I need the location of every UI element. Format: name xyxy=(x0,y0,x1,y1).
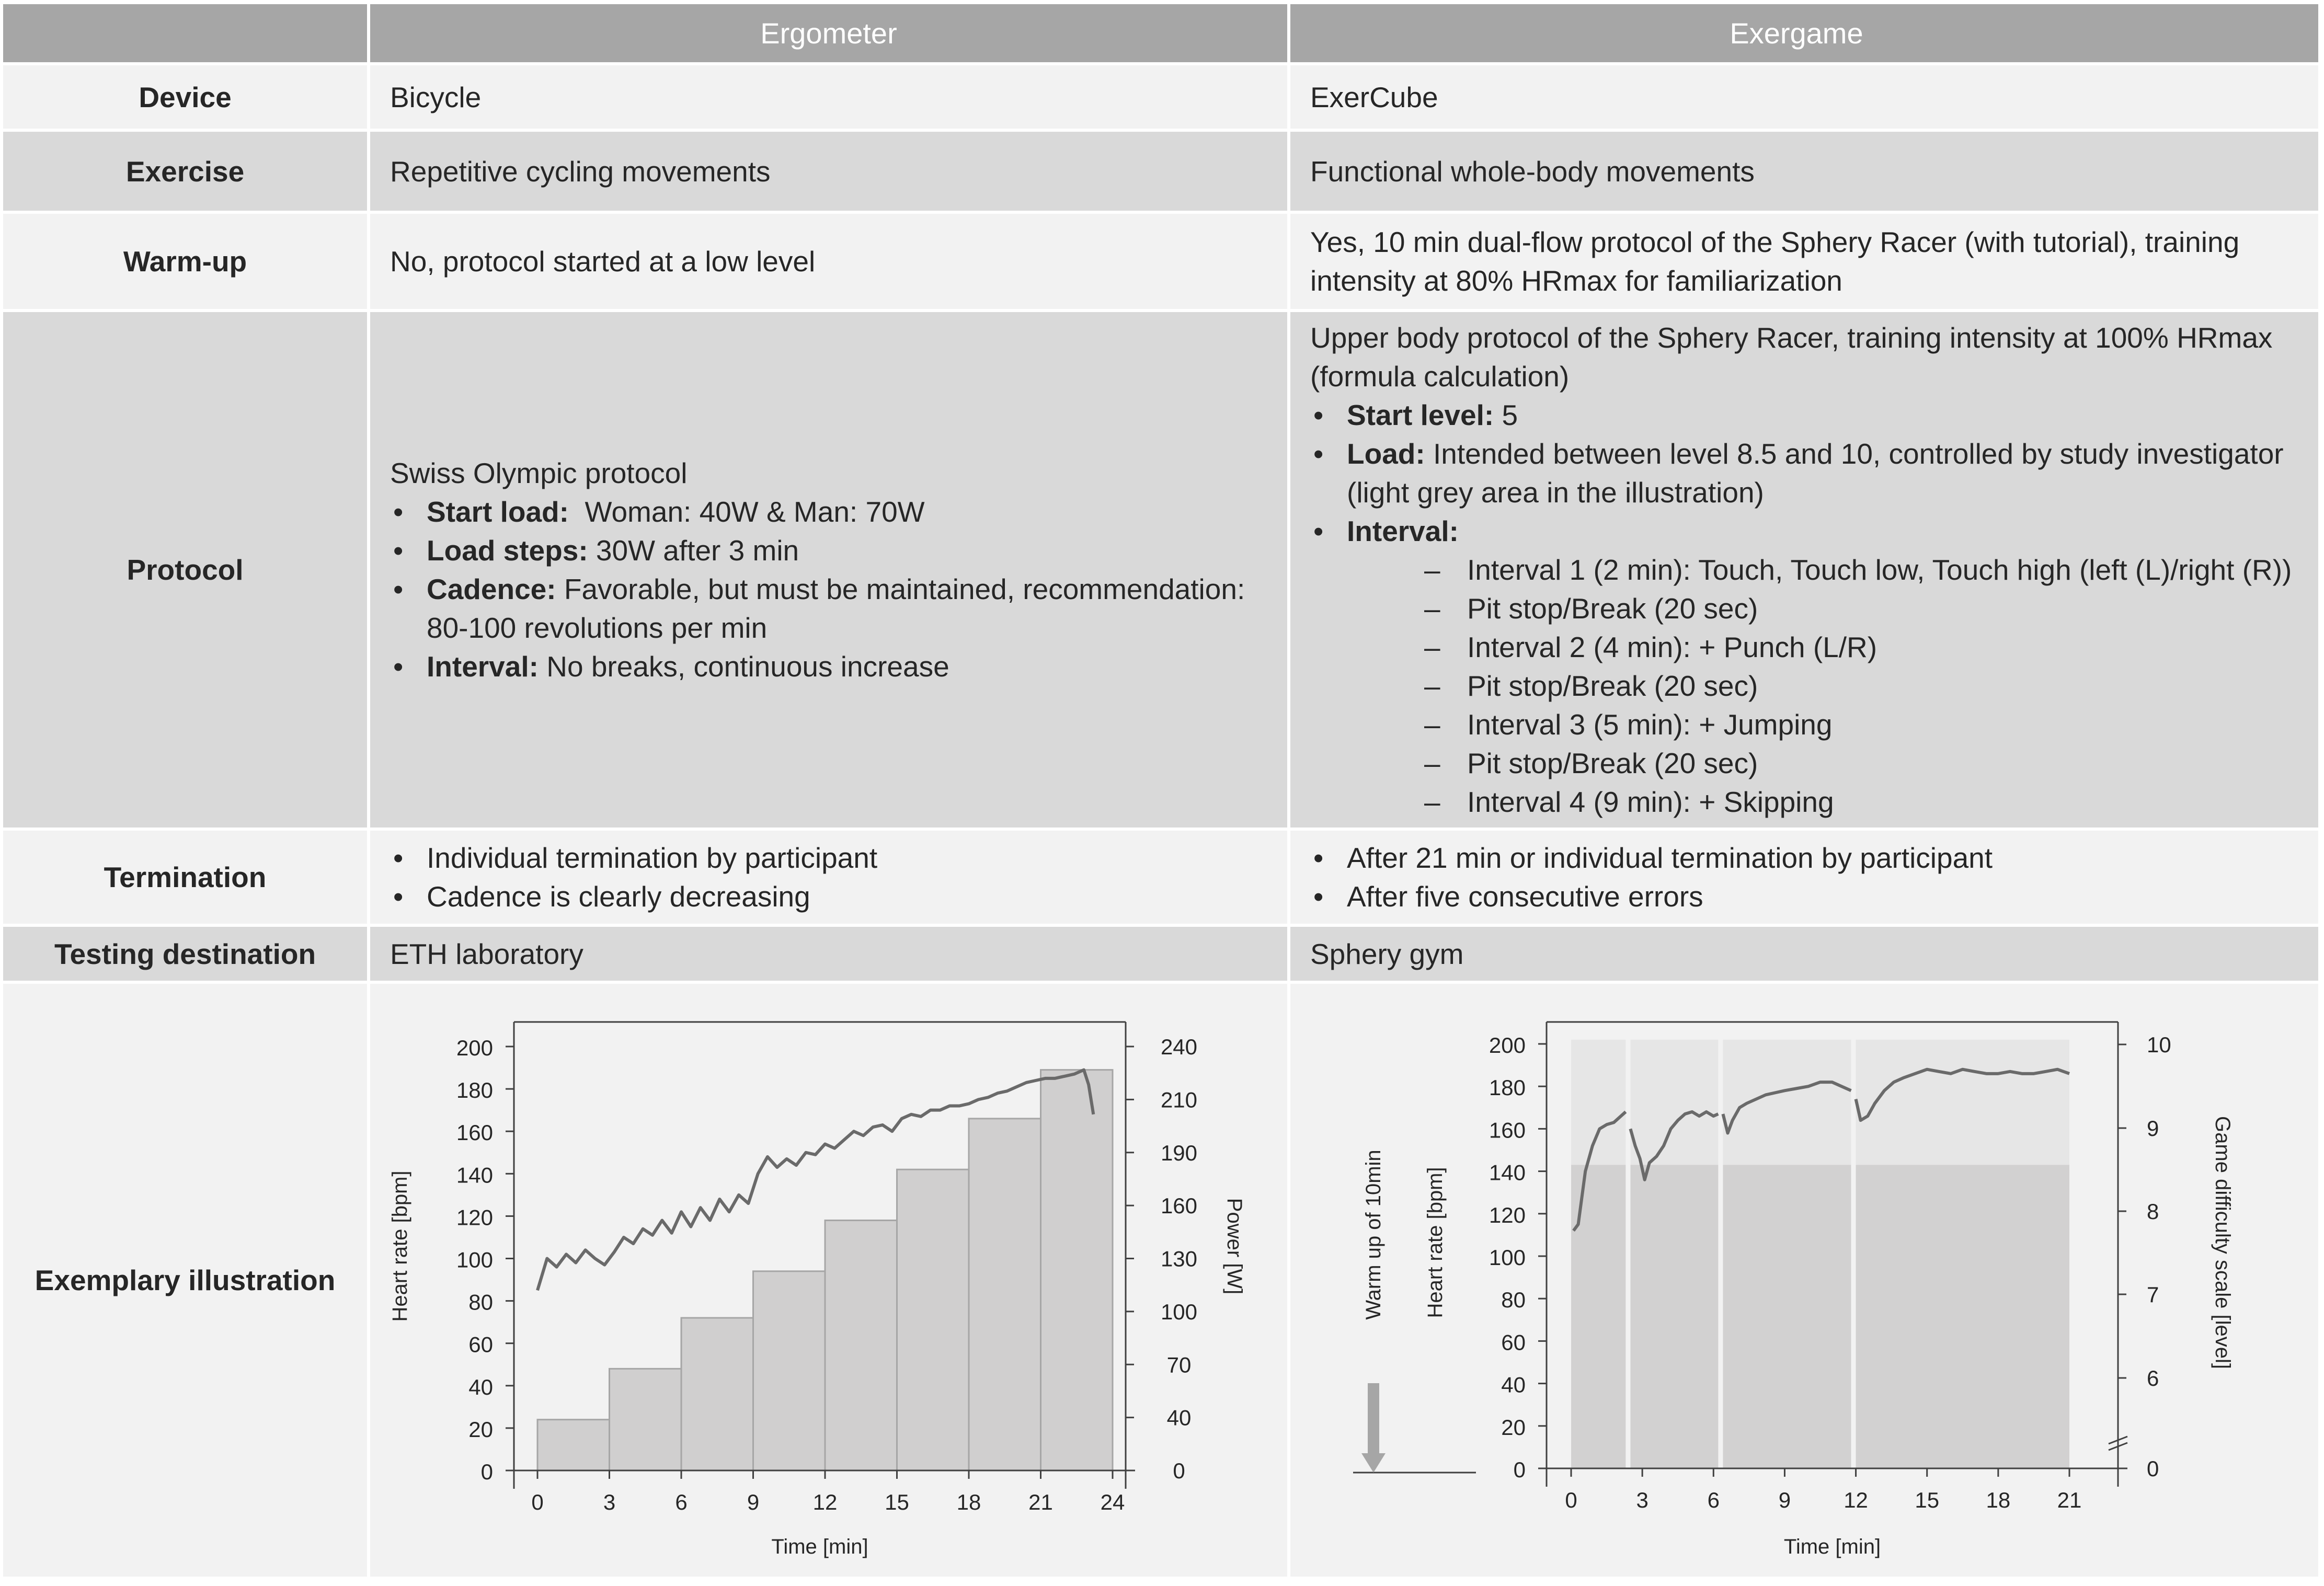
x-tick-label: 12 xyxy=(1844,1488,1868,1512)
illustration-label: Exemplary illustration xyxy=(3,984,370,1577)
y-tick-label: 140 xyxy=(1489,1160,1526,1185)
illustration-exergame xyxy=(1290,984,2318,1577)
y-tick-label: 20 xyxy=(1501,1415,1526,1440)
protocol-label: Protocol xyxy=(3,312,370,828)
x-tick-label: 15 xyxy=(885,1490,909,1514)
protocol-exergame-list xyxy=(1310,396,2303,550)
testing-exergame: Sphery gym xyxy=(1290,927,2318,981)
target-band xyxy=(1571,1040,1625,1165)
y2-tick-label: 190 xyxy=(1160,1140,1198,1165)
warmup-exergame-text: Yes, 10 min dual-flow protocol of the Sphery Racer (with tutorial), training intensity at 80% HRmax for familiarization xyxy=(1310,226,2240,297)
x-tick-label: 21 xyxy=(1028,1490,1053,1514)
y2-tick-label: 240 xyxy=(1160,1035,1198,1059)
power-bar xyxy=(753,1271,826,1470)
y2-axis-label: Power [W] xyxy=(1223,1198,1246,1295)
sub-item: – Interval 2 (4 min): + Punch (L/R) xyxy=(1310,628,2303,666)
y-tick-label: 0 xyxy=(480,1459,493,1484)
list-item: • Individual termination by participant xyxy=(390,838,1287,877)
termination-label: Termination xyxy=(3,831,370,924)
y-tick-label: 100 xyxy=(456,1247,493,1272)
y2-tick-label: 7 xyxy=(2147,1282,2159,1307)
y2-tick-label: 40 xyxy=(1166,1405,1192,1430)
x-tick-label: 9 xyxy=(1778,1488,1791,1512)
warmup-arrow-head xyxy=(1361,1453,1386,1473)
warmup-row xyxy=(3,214,2318,312)
warmup-label: Warm-up xyxy=(3,214,370,309)
item-key: Interval: xyxy=(1347,515,1459,547)
list-item xyxy=(1310,434,2303,512)
y-axis-label: Heart rate [bpm] xyxy=(1424,1167,1447,1318)
item-key: Start level: xyxy=(1347,399,1494,431)
protocol-ergometer-intro: Swiss Olympic protocol xyxy=(390,457,688,489)
y-tick-label: 180 xyxy=(456,1078,493,1103)
y-tick-label: 0 xyxy=(1513,1457,1526,1482)
y-tick-label: 40 xyxy=(468,1374,493,1399)
header-exergame: Exergame xyxy=(1290,4,2318,62)
y-tick-label: 60 xyxy=(1501,1330,1526,1355)
y2-tick-label: 6 xyxy=(2147,1366,2159,1390)
target-band xyxy=(1856,1040,2069,1165)
y-tick-label: 100 xyxy=(1489,1245,1526,1270)
illustration-ergometer xyxy=(370,984,1290,1577)
sub-item: – Interval 1 (2 min): Touch, Touch low, Touch high (left (L)/right (R)) xyxy=(1310,550,2303,589)
x-tick-label: 15 xyxy=(1915,1488,1940,1512)
exergame-chart xyxy=(1290,984,2318,1577)
y-tick-label: 80 xyxy=(1501,1288,1526,1313)
header-row xyxy=(3,4,2318,65)
y2-tick-label: 0 xyxy=(1173,1458,1185,1483)
x-tick-label: 0 xyxy=(531,1490,544,1514)
x-tick-label: 3 xyxy=(1636,1488,1648,1512)
x-tick-label: 18 xyxy=(956,1490,981,1514)
item-text: 5 xyxy=(1494,399,1518,431)
protocol-ergometer xyxy=(370,312,1290,828)
list-item xyxy=(390,492,1287,531)
x-axis-label: Time [min] xyxy=(1783,1535,1881,1558)
y-tick-label: 200 xyxy=(456,1036,493,1060)
exercise-ergometer: Repetitive cycling movements xyxy=(370,132,1290,211)
y2-tick-label: 100 xyxy=(1160,1299,1198,1324)
list-item: • After 21 min or individual termination by participant xyxy=(1310,838,2303,877)
warmup-exergame xyxy=(1290,214,2318,309)
testing-label: Testing destination xyxy=(3,927,370,981)
device-label: Device xyxy=(3,65,370,129)
sub-item: – Pit stop/Break (20 sec) xyxy=(1310,589,2303,628)
y-tick-label: 120 xyxy=(456,1205,493,1230)
protocol-exergame-intro: Upper body protocol of the Sphery Racer, training intensity at 100% HRmax (formula calculation) xyxy=(1310,321,2273,393)
device-ergometer: Bicycle xyxy=(370,65,1290,129)
y-tick-label: 180 xyxy=(1489,1075,1526,1100)
y-tick-label: 120 xyxy=(1489,1202,1526,1227)
item-key: Load steps: xyxy=(427,534,588,567)
protocol-row xyxy=(3,312,2318,831)
item-text: Favorable, but must be maintained, recommendation: 80-100 revolutions per min xyxy=(427,573,1253,644)
illustration-row xyxy=(3,984,2318,1577)
item-text: 30W after 3 min xyxy=(588,534,799,567)
y2-tick-label: 70 xyxy=(1166,1352,1192,1377)
device-exergame: ExerCube xyxy=(1290,65,2318,129)
item-text: No breaks, continuous increase xyxy=(538,650,949,683)
item-key: Interval: xyxy=(427,650,539,683)
x-tick-label: 12 xyxy=(812,1490,838,1514)
item-key: Cadence: xyxy=(427,573,556,605)
testing-ergometer: ETH laboratory xyxy=(370,927,1290,981)
protocol-exergame-sublist xyxy=(1310,550,2303,821)
y-tick-label: 160 xyxy=(1489,1118,1526,1143)
termination-exergame xyxy=(1290,831,2318,924)
exercise-row xyxy=(3,132,2318,214)
power-bar xyxy=(610,1369,682,1470)
power-bar xyxy=(681,1318,753,1470)
x-tick-label: 9 xyxy=(747,1490,760,1514)
sub-item: – Interval 3 (5 min): + Jumping xyxy=(1310,705,2303,744)
testing-row xyxy=(3,927,2318,984)
y2-tick-label: 0 xyxy=(2147,1456,2159,1481)
sub-item: – Pit stop/Break (20 sec) xyxy=(1310,744,2303,783)
comparison-table xyxy=(3,4,2318,1577)
x-tick-label: 21 xyxy=(2057,1488,2082,1512)
y-tick-label: 160 xyxy=(456,1120,493,1145)
y2-tick-label: 10 xyxy=(2147,1032,2171,1057)
sub-item: – Interval 4 (9 min): + Skipping xyxy=(1310,783,2303,821)
y2-tick-label: 130 xyxy=(1160,1246,1198,1271)
list-item xyxy=(1310,396,2303,434)
x-tick-label: 3 xyxy=(603,1490,616,1514)
interval-block xyxy=(1630,1165,1718,1468)
y-tick-label: 60 xyxy=(468,1332,493,1357)
termination-row xyxy=(3,831,2318,927)
y-tick-label: 200 xyxy=(1489,1033,1526,1058)
termination-ergometer xyxy=(370,831,1290,924)
x-tick-label: 6 xyxy=(1707,1488,1720,1512)
target-band xyxy=(1723,1040,1851,1165)
header-ergometer: Ergometer xyxy=(370,4,1290,62)
warmup-ergometer: No, protocol started at a low level xyxy=(370,214,1290,309)
power-bar xyxy=(537,1420,610,1470)
list-item xyxy=(390,531,1287,570)
y2-tick-label: 160 xyxy=(1160,1193,1198,1219)
y2-axis-label: Game difficulty scale [level] xyxy=(2211,1116,2234,1369)
sub-item: – Pit stop/Break (20 sec) xyxy=(1310,666,2303,705)
x-axis-label: Time [min] xyxy=(771,1535,868,1558)
power-bar xyxy=(1041,1070,1113,1470)
y2-tick-label: 210 xyxy=(1160,1087,1198,1112)
x-tick-label: 24 xyxy=(1100,1490,1125,1514)
y-tick-label: 40 xyxy=(1501,1372,1526,1397)
item-text: Intended between level 8.5 and 10, controlled by study investigator (light grey area in the illustration) xyxy=(1347,438,2292,509)
interval-block xyxy=(1723,1165,1851,1468)
list-item: • Cadence is clearly decreasing xyxy=(390,877,1287,916)
x-tick-label: 18 xyxy=(1986,1488,2011,1512)
x-tick-label: 6 xyxy=(675,1490,688,1514)
protocol-ergometer-list xyxy=(390,492,1287,686)
list-item xyxy=(390,647,1287,686)
y-tick-label: 20 xyxy=(468,1417,493,1442)
list-item xyxy=(1310,512,2303,550)
exercise-exergame: Functional whole-body movements xyxy=(1290,132,2318,211)
power-bar xyxy=(969,1119,1041,1470)
y-tick-label: 80 xyxy=(468,1290,493,1315)
list-item: • After five consecutive errors xyxy=(1310,877,2303,916)
item-text: Woman: 40W & Man: 70W xyxy=(568,496,925,528)
item-key: Start load: xyxy=(427,496,569,528)
y2-tick-label: 8 xyxy=(2147,1199,2159,1224)
y-axis-label: Heart rate [bpm] xyxy=(388,1170,411,1322)
y2-tick-label: 9 xyxy=(2147,1116,2159,1141)
interval-block xyxy=(1856,1165,2069,1468)
exercise-label: Exercise xyxy=(3,132,370,211)
warmup-label: Warm up of 10min xyxy=(1362,1150,1385,1320)
item-key: Load: xyxy=(1347,438,1425,470)
target-band xyxy=(1630,1040,1718,1165)
warmup-arrow-shaft xyxy=(1368,1383,1379,1455)
power-bar xyxy=(897,1169,969,1470)
y-tick-label: 140 xyxy=(456,1163,493,1188)
power-bar xyxy=(825,1221,897,1470)
x-tick-label: 0 xyxy=(1565,1488,1577,1512)
ergometer-chart xyxy=(370,984,1287,1577)
device-row xyxy=(3,65,2318,132)
list-item xyxy=(390,570,1287,647)
protocol-exergame xyxy=(1290,312,2318,828)
header-blank xyxy=(3,4,370,62)
